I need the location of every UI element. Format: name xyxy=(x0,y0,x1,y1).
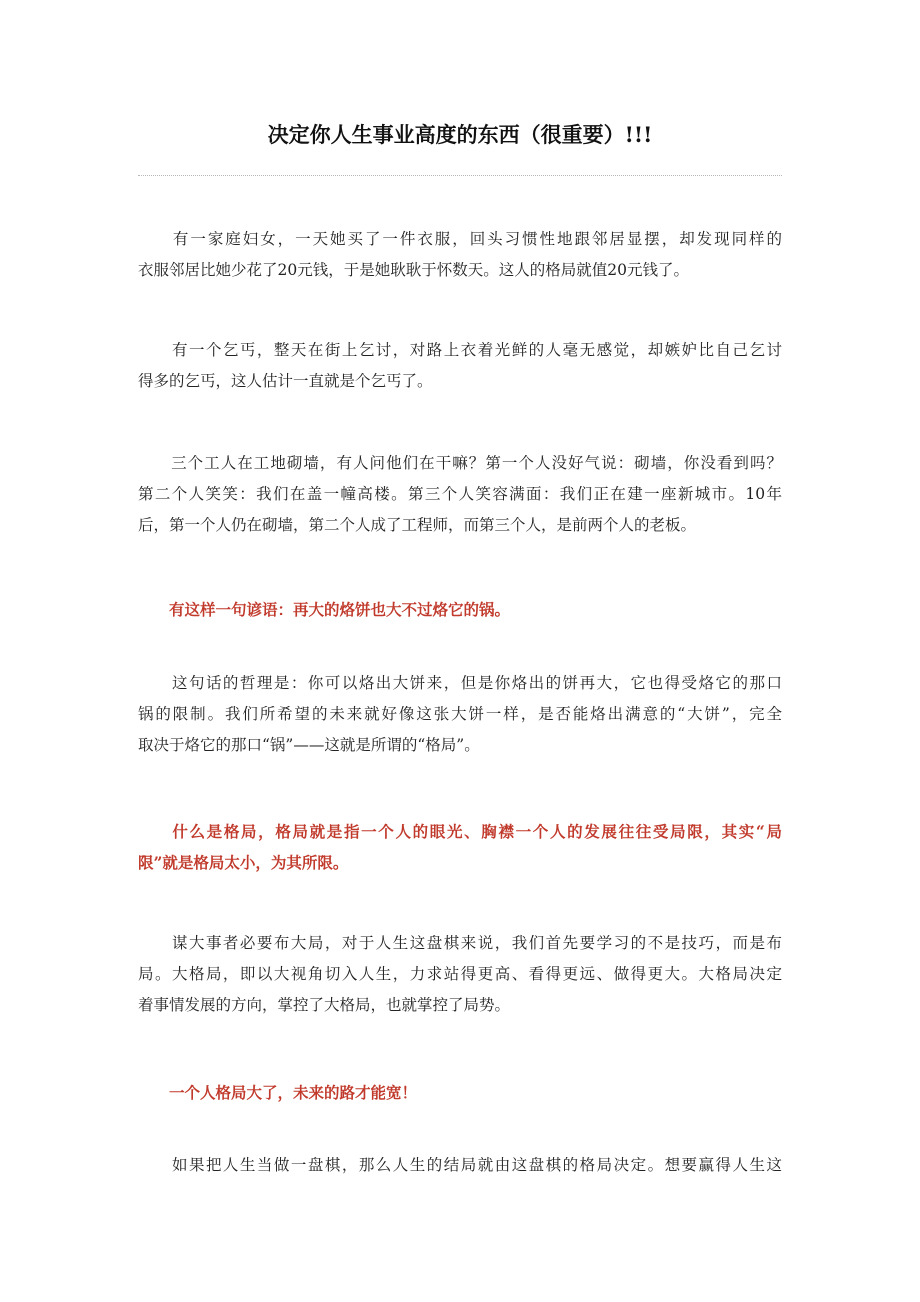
text-line: 第二个人笑笑：我们在盖一幢高楼。第三个人笑容满面：我们正在建一座新城市。10年 xyxy=(138,485,782,503)
paragraph-philosophy xyxy=(138,668,782,761)
text-line: 什么是格局，格局就是指一个人的眼光、胸襟一个人的发展往往受局限，其实“局 xyxy=(138,822,782,841)
text-line: 着事情发展的方向，掌控了大格局，也就掌控了局势。 xyxy=(138,996,511,1014)
highlight-definition xyxy=(138,816,782,878)
text-line: 局。大格局，即以大视角切入人生，力求站得更高、看得更远、做得更大。大格局决定 xyxy=(138,965,782,983)
text-line: 得多的乞丐，这人估计一直就是个乞丐了。 xyxy=(138,372,433,390)
paragraph-three-workers xyxy=(138,448,782,541)
paragraph-big-picture xyxy=(138,928,782,1021)
text-line: 衣服邻居比她少花了20元钱，于是她耿耿于怀数天。这人的格局就值20元钱了。 xyxy=(138,261,689,279)
paragraph-beggar xyxy=(138,335,782,397)
paragraph-chess xyxy=(138,1150,782,1181)
text-line: 锅的限制。我们所希望的未来就好像这张大饼一样，是否能烙出满意的“大饼”，完全 xyxy=(138,705,782,723)
title-divider xyxy=(138,175,782,176)
paragraph-housewife xyxy=(138,224,782,286)
text-line: 三个工人在工地砌墙，有人问他们在干嘛？第一个人没好气说：砌墙，你没看到吗？ xyxy=(138,454,782,472)
text-line: 一个人格局大了，未来的路才能宽！ xyxy=(138,1083,418,1102)
text-line: 后，第一个人仍在砌墙，第二个人成了工程师，而第三个人，是前两个人的老板。 xyxy=(138,516,697,534)
highlight-wide-road xyxy=(138,1077,782,1108)
text-line: 限”就是格局太小，为其所限。 xyxy=(138,853,349,872)
highlight-proverb xyxy=(138,594,782,625)
text-line: 取决于烙它的那口“锅”——这就是所谓的“格局”。 xyxy=(138,736,480,754)
text-line: 如果把人生当做一盘棋，那么人生的结局就由这盘棋的格局决定。想要赢得人生这 xyxy=(138,1156,782,1174)
text-line: 有这样一句谚语：再大的烙饼也大不过烙它的锅。 xyxy=(138,600,511,619)
article-title: 决定你人生事业高度的东西（很重要）!!! xyxy=(267,122,653,147)
text-line: 有一个乞丐，整天在街上乞讨，对路上衣着光鲜的人毫无感觉，却嫉妒比自己乞讨 xyxy=(138,341,782,359)
text-line: 谋大事者必要布大局，对于人生这盘棋来说，我们首先要学习的不是技巧，而是布 xyxy=(138,934,782,952)
text-line: 这句话的哲理是：你可以烙出大饼来，但是你烙出的饼再大，它也得受烙它的那口 xyxy=(138,674,782,692)
text-line: 有一家庭妇女，一天她买了一件衣服，回头习惯性地跟邻居显摆，却发现同样的 xyxy=(138,230,782,248)
